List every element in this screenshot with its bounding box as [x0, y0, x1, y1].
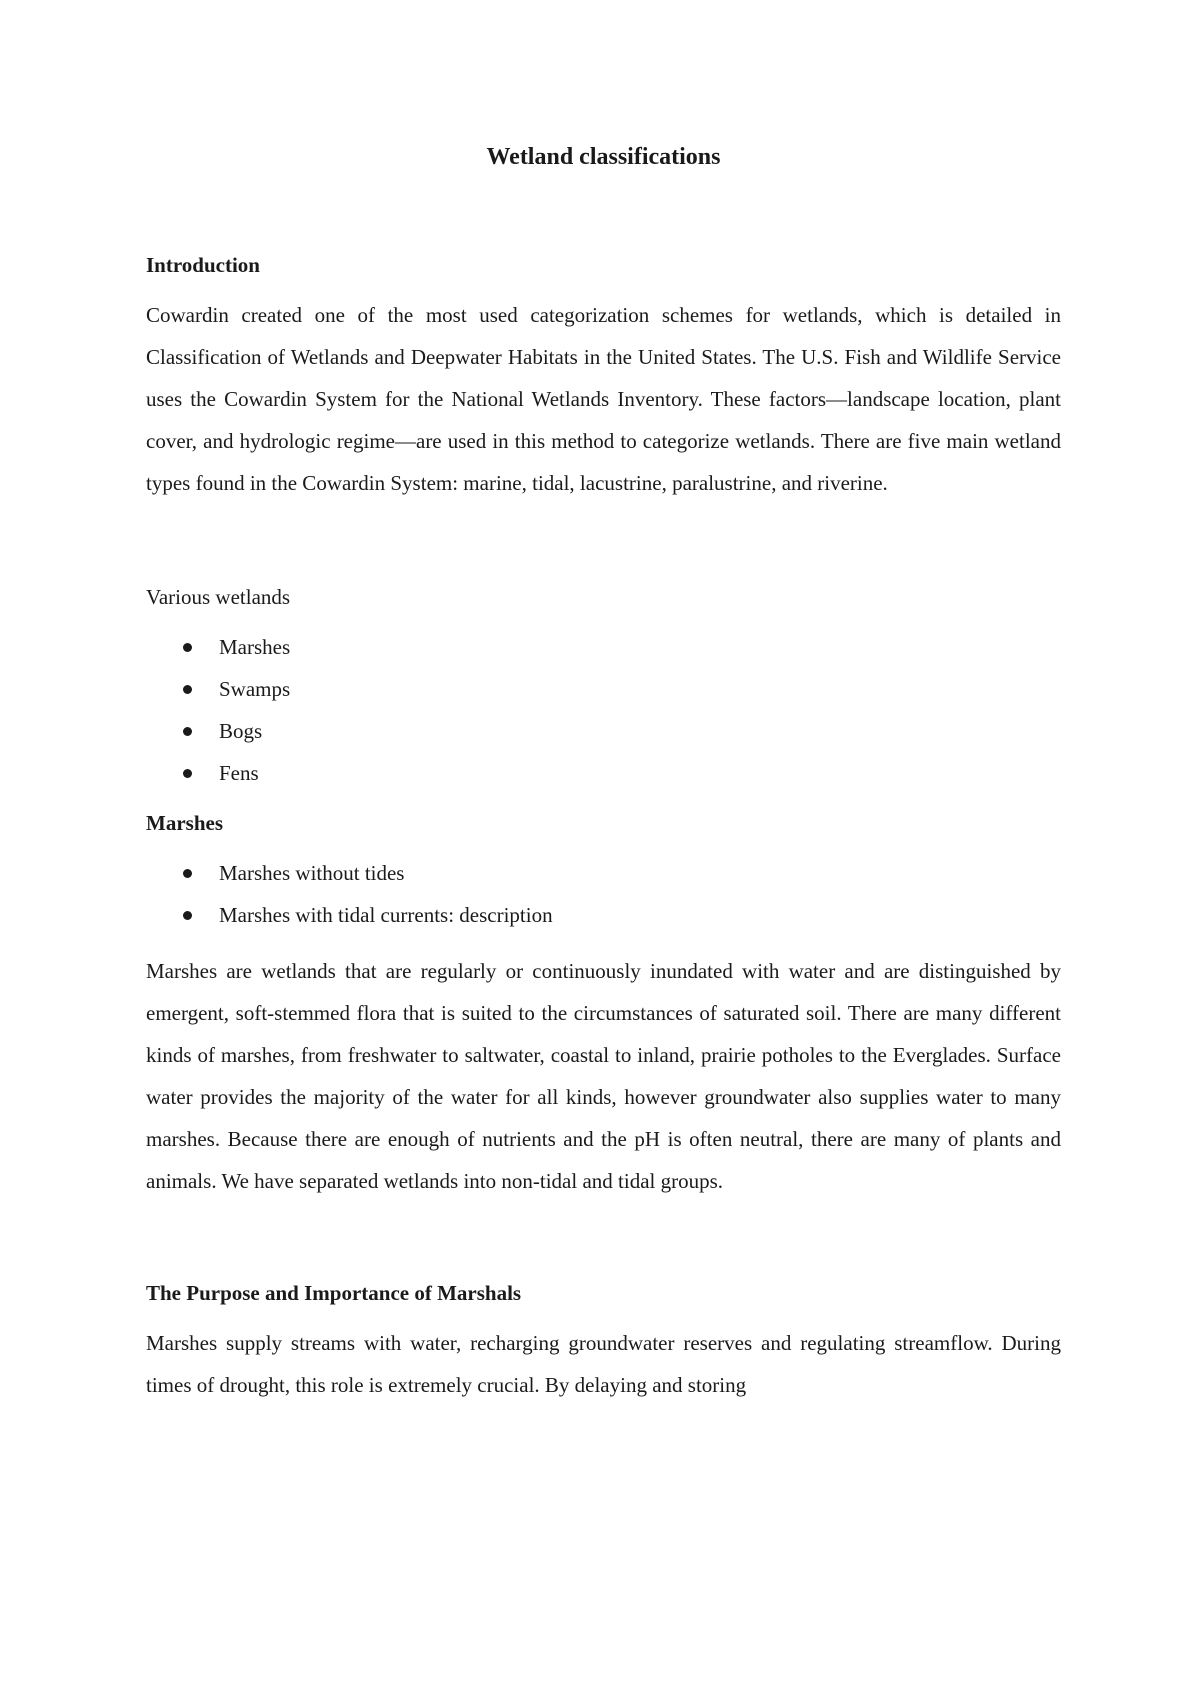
bullet-icon [183, 685, 192, 694]
list-item-text: Marshes [219, 635, 291, 659]
various-wetlands-list [146, 626, 1061, 794]
list-item [146, 894, 1061, 936]
list-item [146, 752, 1061, 794]
various-wetlands-label: Various wetlands [146, 585, 291, 609]
marshes-heading: Marshes [146, 811, 223, 835]
list-item [146, 668, 1061, 710]
introduction-heading: Introduction [146, 253, 260, 277]
list-item-text: Marshes without tides [219, 861, 405, 885]
list-item-text: Fens [219, 761, 259, 785]
marshes-paragraph: Marshes are wetlands that are regularly or continuously inundated with water and are distinguished by emergent, soft-stemmed flora that is suited to the circumstances of saturated soil. There are many different kinds of marshes, from freshwater to saltwater, coastal to inland, prairie potholes to the Everglades. Surface water provides the majority of the water for all kinds, however groundwater also supplies water to many marshes. Because there are enough of nutrients and the pH is often neutral, there are many of plants and animals. We have separated wetlands into non-tidal and tidal groups. [146, 959, 1061, 1193]
bullet-icon [183, 869, 192, 878]
bullet-icon [183, 643, 192, 652]
purpose-paragraph: Marshes supply streams with water, recharging groundwater reserves and regulating streamflow. During times of drought, this role is extremely crucial. By delaying and storing [146, 1331, 1061, 1397]
list-item [146, 852, 1061, 894]
document-body [146, 140, 1061, 1406]
bullet-icon [183, 911, 192, 920]
document-title: Wetland classifications [486, 144, 721, 170]
purpose-heading: The Purpose and Importance of Marshals [146, 1281, 522, 1305]
introduction-paragraph: Cowardin created one of the most used categorization schemes for wetlands, which is detailed in Classification of Wetlands and Deepwater Habitats in the United States. The U.S. Fish and Wildlife Service uses the Cowardin System for the National Wetlands Inventory. These factors—landscape location, plant cover, and hydrologic regime—are used in this method to categorize wetlands. There are five main wetland types found in the Cowardin System: marine, tidal, lacustrine, paralustrine, and riverine. [146, 303, 1061, 495]
list-item-text: Swamps [219, 677, 291, 701]
list-item [146, 710, 1061, 752]
bullet-icon [183, 727, 192, 736]
marshes-list [146, 852, 1061, 936]
list-item [146, 626, 1061, 668]
bullet-icon [183, 769, 192, 778]
list-item-text: Bogs [219, 719, 263, 743]
list-item-text: Marshes with tidal currents: description [219, 903, 553, 927]
